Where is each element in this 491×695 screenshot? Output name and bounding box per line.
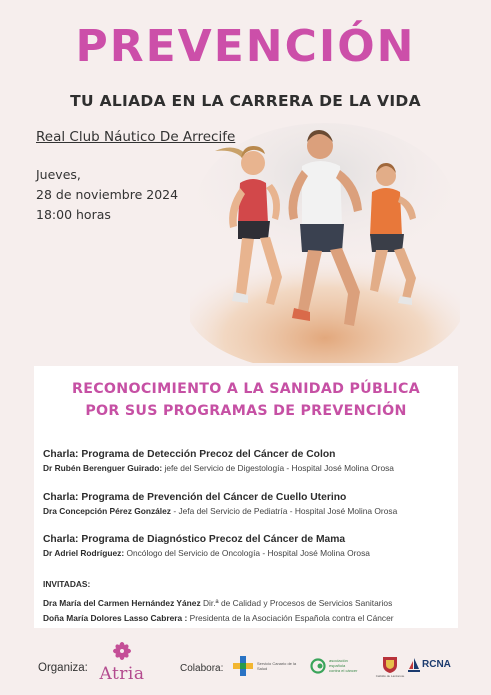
venue-name: Real Club Náutico De Arrecife <box>36 129 236 145</box>
event-day: Jueves, <box>36 167 81 182</box>
talk-item <box>43 449 453 473</box>
scs-logo <box>232 654 302 678</box>
organiza-label: Organiza: <box>38 662 88 674</box>
colabora-label: Colabora: <box>180 663 224 674</box>
cross-icon <box>232 655 254 677</box>
scs-logo-text: Servicio Canario de la Salud <box>257 661 297 671</box>
guest-item <box>43 613 394 623</box>
event-datetime <box>36 165 178 225</box>
program-panel <box>34 366 458 628</box>
speaker-name: Dr Adriel Rodríguez: <box>43 548 125 558</box>
talk-title: Charla: Programa de Prevención del Cáncer de Cuello Uterino <box>43 492 347 503</box>
guest-role: Presidenta de la Asociación Española contra el Cáncer <box>187 613 394 623</box>
coat-of-arms-icon <box>380 654 400 674</box>
cabildo-logo <box>375 654 405 678</box>
speaker-role: jefe del Servicio de Digestología - Hospital José Molina Orosa <box>162 463 394 473</box>
poster-subtitle: TU ALIADA EN LA CARRERA DE LA VIDA <box>70 92 421 110</box>
speaker-name: Dr Rubén Berenguer Guirado: <box>43 463 163 473</box>
aecc-icon <box>310 658 326 674</box>
guest-item <box>43 598 392 608</box>
talk-title: Charla: Programa de Detección Precoz del Cáncer de Colon <box>43 449 336 460</box>
atria-logo <box>96 642 148 684</box>
rcna-logo <box>408 654 460 678</box>
recognition-headline <box>34 378 458 422</box>
talk-item <box>43 534 453 558</box>
talk-title: Charla: Programa de Diagnóstico Precoz del Cáncer de Mama <box>43 534 346 545</box>
talk-item <box>43 492 453 516</box>
poster-title: PREVENCIÓN <box>75 21 416 72</box>
speaker-role: - Jefa del Servicio de Pediatría - Hospital José Molina Orosa <box>171 506 398 516</box>
event-time: 18:00 horas <box>36 207 111 222</box>
speaker-role: Oncólogo del Servicio de Oncología - Hospital José Molina Orosa <box>124 548 370 558</box>
recognition-line-2: POR SUS PROGRAMAS DE PREVENCIÓN <box>85 403 407 419</box>
talk-speaker <box>43 506 453 516</box>
sail-icon <box>408 658 420 672</box>
aecc-logo <box>310 654 370 678</box>
cabildo-logo-text: Cabildo de Lanzarote <box>375 674 405 678</box>
aecc-logo-text: asociación española contra el cáncer <box>329 658 358 673</box>
guest-name: Dra María del Carmen Hernández Yánez <box>43 598 201 608</box>
speaker-name: Dra Concepción Pérez González <box>43 506 171 516</box>
recognition-line-1: RECONOCIMIENTO A LA SANIDAD PÚBLICA <box>72 381 420 397</box>
guest-name: Doña María Dolores Lasso Cabrera : <box>43 613 188 623</box>
guests-label: INVITADAS: <box>43 579 91 589</box>
footer <box>0 632 491 695</box>
rcna-logo-text: RCNA <box>422 659 451 670</box>
talk-speaker <box>43 548 453 558</box>
flower-icon <box>113 642 131 660</box>
runners-illustration <box>190 118 460 363</box>
atria-wordmark: Atria <box>99 664 145 684</box>
event-date: 28 de noviembre 2024 <box>36 187 179 202</box>
talk-speaker <box>43 463 453 473</box>
guest-role: Dir.ª de Calidad y Procesos de Servicios Sanitarios <box>200 598 393 608</box>
